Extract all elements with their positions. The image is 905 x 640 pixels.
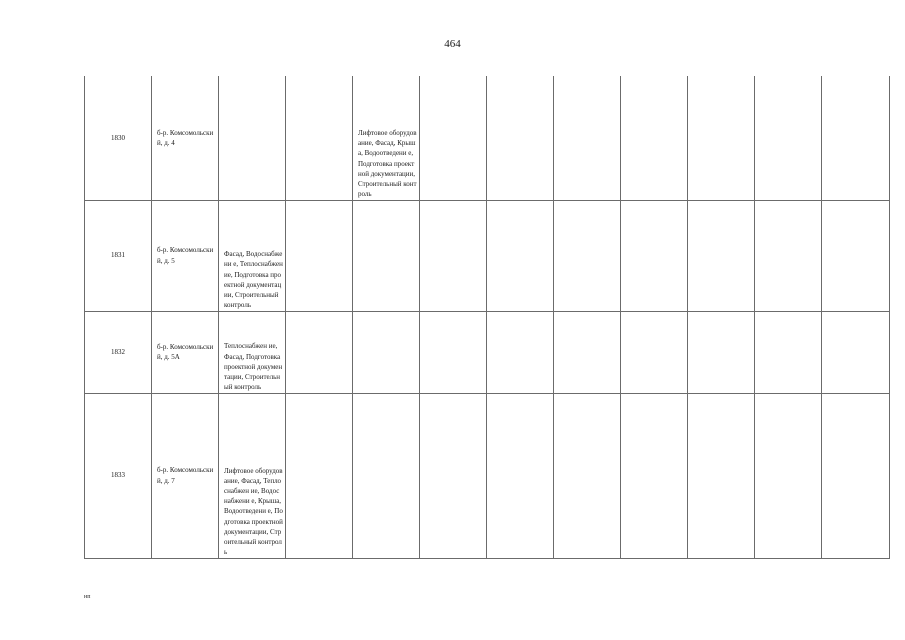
empty-cell (420, 200, 487, 311)
page-number: 464 (444, 38, 461, 50)
works-cell (353, 311, 420, 393)
row-number-cell: 1830 (85, 76, 152, 200)
table-row (85, 311, 890, 393)
empty-cell (621, 76, 688, 200)
empty-cell (688, 311, 755, 393)
table-row (85, 76, 890, 200)
works-cell: Теплоснабжен ие, Фасад, Подготовка проектной документации, Строительный контроль (219, 311, 286, 393)
empty-cell (487, 311, 554, 393)
works-cell (219, 76, 286, 200)
empty-cell (420, 311, 487, 393)
empty-cell (621, 393, 688, 558)
address-cell: б-р. Комсомольски й, д. 7 (152, 393, 219, 558)
table-row (85, 393, 890, 558)
empty-cell (822, 311, 890, 393)
empty-cell (487, 76, 554, 200)
empty-cell (755, 311, 822, 393)
empty-cell (554, 200, 621, 311)
repair-schedule-table (84, 76, 890, 559)
empty-cell (487, 200, 554, 311)
empty-cell (554, 311, 621, 393)
address-cell: б-р. Комсомольски й, д. 5 (152, 200, 219, 311)
address-cell: б-р. Комсомольски й, д. 4 (152, 76, 219, 200)
empty-cell (688, 393, 755, 558)
works-cell (353, 393, 420, 558)
empty-cell (420, 76, 487, 200)
empty-cell (286, 200, 353, 311)
empty-cell (822, 393, 890, 558)
empty-cell (822, 200, 890, 311)
empty-cell (621, 311, 688, 393)
row-number-cell: 1833 (85, 393, 152, 558)
row-number-cell: 1832 (85, 311, 152, 393)
works-cell (353, 200, 420, 311)
empty-cell (822, 76, 890, 200)
empty-cell (621, 200, 688, 311)
empty-cell (487, 393, 554, 558)
row-number-cell: 1831 (85, 200, 152, 311)
empty-cell (755, 200, 822, 311)
empty-cell (755, 76, 822, 200)
table-row (85, 200, 890, 311)
empty-cell (554, 76, 621, 200)
empty-cell (420, 393, 487, 558)
empty-cell (286, 76, 353, 200)
works-cell: Лифтовое оборудование, Фасад, Теплоснабжен ие, Водоснабжени е, Крыша, Водоотведени е, Подготовка проектной документации, Строительный контроль (219, 393, 286, 558)
footer-mark: нп (84, 594, 91, 600)
works-cell: Лифтовое оборудование, Фасад, Крыша, Водоотведени е, Подготовка проектной документации, Строительный контроль (353, 76, 420, 200)
address-cell: б-р. Комсомольски й, д. 5А (152, 311, 219, 393)
empty-cell (688, 76, 755, 200)
empty-cell (688, 200, 755, 311)
empty-cell (755, 393, 822, 558)
works-cell: Фасад, Водоснабжени е, Теплоснабжен ие, Подготовка проектной документации, Строительный контроль (219, 200, 286, 311)
empty-cell (286, 311, 353, 393)
empty-cell (554, 393, 621, 558)
empty-cell (286, 393, 353, 558)
